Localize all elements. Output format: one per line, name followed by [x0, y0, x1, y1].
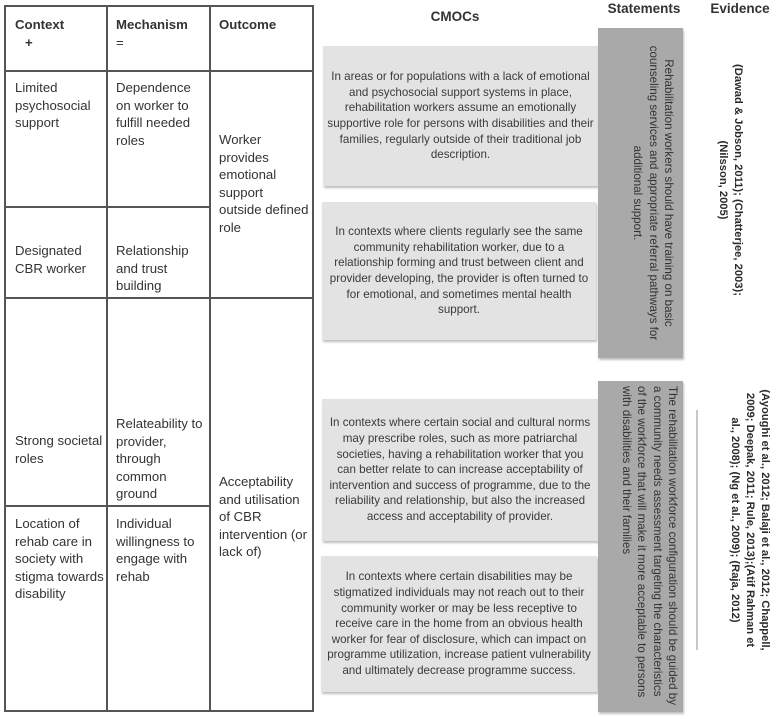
header-outcome: Outcome [219, 17, 277, 32]
cmoc-box [322, 202, 596, 340]
statements-title: Statements [607, 1, 681, 16]
row-divider [6, 505, 209, 507]
context-cell: Limited psychosocial support [15, 80, 91, 130]
context-cell: Strong societal roles [15, 433, 103, 466]
evidence-text: (Dawad & Jobson, 2011); (Chatterjee, 2003); (Nilsson, 2005) [717, 64, 744, 296]
cmoc-text: In contexts where clients regularly see the same community rehabilitation worker, due to a relationship forming and trust between client and provider developing, the provider is often turned to for emotional, and sometimes mental health support. [329, 225, 589, 317]
equals-symbol: = [116, 34, 124, 50]
header-context [15, 16, 103, 51]
row-divider [6, 297, 312, 299]
mechanism-cell: Relateability to provider, through common ground [116, 416, 203, 501]
evidence-divider [696, 410, 698, 650]
cmoc-box [321, 556, 597, 692]
cmoc-text: In contexts where certain social and cultural norms may prescribe roles, such as more patriarchal societies, having a rehabilitation worker that you can better relate to can increase acceptability of intervention and success of programme, due to the reliability and relationship, but also the increased access and acceptability of provider. [329, 416, 591, 523]
header-mechanism-label: Mechanism [116, 17, 188, 32]
statement-box [598, 381, 683, 712]
column-divider [209, 7, 211, 710]
cmoc-box [323, 46, 598, 186]
context-cell: Designated CBR worker [15, 243, 87, 276]
statement-text: The rehabilitation workforce configuration should be guided by a community needs assessment targeting the characteristics of the workforce that will make it more acceptable to persons with disabilities and their families [619, 385, 679, 705]
statement-text: Rehabilitation workers should have training on basic counseling services and appropriate referral pathways for additional support. [630, 45, 675, 341]
outcome-cell: Worker provides emotional support outside defined role [219, 132, 309, 235]
plus-symbol: + [25, 34, 33, 50]
cmoc-text: In contexts where certain disabilities may be stigmatized individuals may not reach out to their community worker or may be less receptive to receive care in the home from an obvious health worker for fear of disclosure, which can impact on programme utilization, increase patient vulnerability and ultimately decrease programme success. [327, 570, 591, 677]
evidence-group [702, 380, 778, 660]
cmoc-box [322, 399, 598, 541]
mechanism-cell: Individual willingness to engage with rehab [116, 516, 195, 584]
evidence-text: (Ayoughi et al., 2012; Balaji et al., 2012; Chappell, 2009; Deepak, 2011; Rule, 2013);(Atif Rahman et al., 2008); (Ng et al., 2009); (Raja, 2012) [729, 389, 771, 651]
header-context-label: Context [15, 17, 65, 32]
header-mechanism [116, 16, 206, 51]
cmo-table [4, 5, 314, 712]
outcome-cell: Acceptability and utilisation of CBR intervention (or lack of) [219, 474, 307, 559]
cmoc-text: In areas or for populations with a lack of emotional and psychosocial support systems in place, rehabilitation workers assume an emotionally supportive role for persons with disabilities and their families, regularly outside of their traditional job description. [327, 70, 594, 162]
cmocs-title: CMOCs [430, 9, 480, 24]
mechanism-cell: Relationship and trust building [116, 243, 189, 293]
mechanism-cell: Dependence on worker to fulfill needed roles [116, 80, 191, 148]
row-divider [6, 206, 209, 208]
statement-box [598, 28, 683, 358]
column-divider [106, 7, 108, 710]
context-cell: Location of rehab care in society with stigma towards disability [15, 516, 104, 601]
evidence-title: Evidence [710, 1, 770, 16]
header-divider [6, 70, 312, 72]
evidence-group [700, 60, 756, 300]
